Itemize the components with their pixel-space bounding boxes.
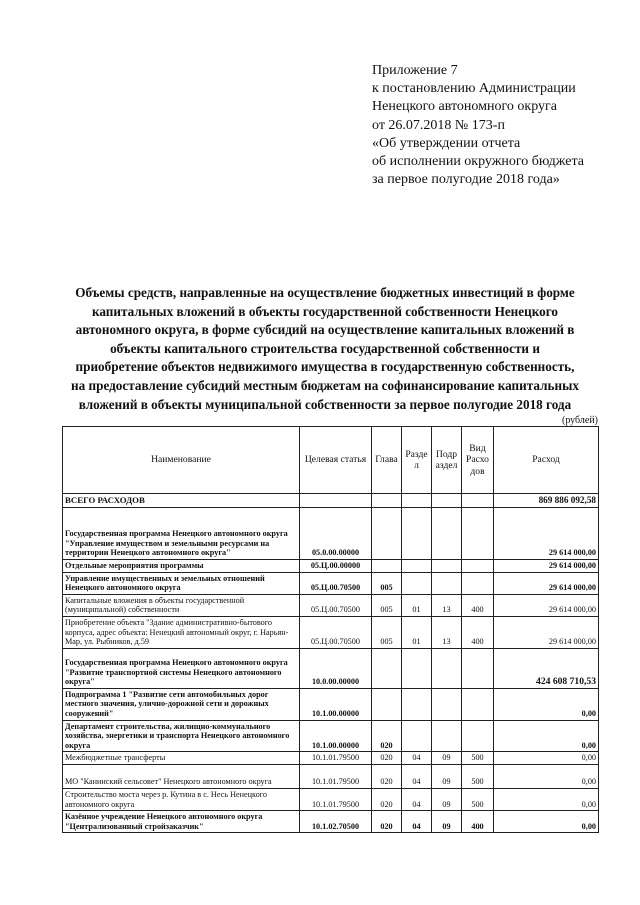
cell-amount: 0,00 — [494, 688, 599, 720]
cell-target: 05.Ц.00.70500 — [300, 572, 372, 594]
appendix-line: «Об утверждении отчета — [372, 135, 521, 151]
cell-kind: 400 — [462, 811, 494, 833]
table-row — [63, 752, 599, 765]
cell-chapter — [372, 648, 402, 688]
cell-kind: 400 — [462, 616, 494, 648]
header-target: Целевая статья — [300, 427, 372, 494]
header-name: Наименование — [63, 427, 300, 494]
cell-section: 04 — [402, 788, 432, 810]
cell-amount: 0,00 — [494, 720, 599, 752]
cell-section — [402, 494, 432, 508]
cell-section: 04 — [402, 764, 432, 788]
table-row — [63, 572, 599, 594]
cell-kind — [462, 572, 494, 594]
cell-section — [402, 648, 432, 688]
cell-target: 10.1.01.79500 — [300, 788, 372, 810]
title-line: капитальных вложений в объекты государственной собственности Ненецкого — [91, 303, 559, 319]
cell-name: Управление имущественных и земельных отношений Ненецкого автономного округа — [63, 572, 300, 594]
table-row — [63, 811, 599, 833]
cell-amount: 0,00 — [494, 752, 599, 765]
appendix-line: об исполнении окружного бюджета — [372, 154, 584, 170]
cell-chapter — [372, 508, 402, 560]
cell-chapter: 020 — [372, 764, 402, 788]
cell-section: 01 — [402, 616, 432, 648]
cell-chapter — [372, 688, 402, 720]
cell-section — [402, 508, 432, 560]
appendix-line: к постановлению Администрации — [372, 81, 576, 97]
cell-amount: 869 886 092,58 — [494, 494, 599, 508]
cell-amount: 0,00 — [494, 811, 599, 833]
cell-subsection: 09 — [432, 752, 462, 765]
cell-amount: 29 614 000,00 — [494, 594, 599, 616]
cell-chapter: 020 — [372, 788, 402, 810]
table-row — [63, 764, 599, 788]
table-row — [63, 494, 599, 508]
cell-name: МО "Канинский сельсовет" Ненецкого автономного округа — [63, 764, 300, 788]
cell-subsection — [432, 688, 462, 720]
cell-subsection: 09 — [432, 788, 462, 810]
cell-kind: 500 — [462, 788, 494, 810]
cell-amount: 0,00 — [494, 788, 599, 810]
cell-kind: 500 — [462, 764, 494, 788]
header-amount: Расход — [494, 427, 599, 494]
header-chapter: Глава — [372, 427, 402, 494]
cell-name: Государственная программа Ненецкого автономного округа "Управление имуществом и земельными ресурсами на территории Ненецкого автономного округа" — [63, 508, 300, 560]
cell-section — [402, 572, 432, 594]
cell-subsection — [432, 720, 462, 752]
cell-kind — [462, 494, 494, 508]
cell-target: 05.Ц.00.70500 — [300, 616, 372, 648]
cell-kind — [462, 508, 494, 560]
cell-target — [300, 494, 372, 508]
appendix-line: Ненецкого автономного округа — [372, 99, 557, 115]
header-section: Разде л — [402, 427, 432, 494]
appendix-line: за первое полугодие 2018 года» — [372, 172, 560, 188]
cell-amount: 424 608 710,53 — [494, 648, 599, 688]
cell-subsection: 09 — [432, 811, 462, 833]
cell-name: Капитальные вложения в объекты государственной (муниципальной) собственности — [63, 594, 300, 616]
cell-name: Приобретение объекта "Здание административно-бытового корпуса, адрес объекта: Ненецкий автономный округ, г. Нарьян-Мар, ул. Рыбников, д.59 — [63, 616, 300, 648]
cell-chapter: 005 — [372, 594, 402, 616]
appendix-line: от 26.07.2018 № 173-п — [372, 117, 505, 133]
cell-amount: 29 614 000,00 — [494, 508, 599, 560]
budget-table — [62, 426, 599, 833]
cell-section — [402, 720, 432, 752]
cell-kind — [462, 560, 494, 573]
cell-section — [402, 688, 432, 720]
cell-target: 10.1.01.79500 — [300, 764, 372, 788]
cell-chapter: 020 — [372, 811, 402, 833]
table-header-row — [63, 427, 599, 494]
cell-subsection — [432, 508, 462, 560]
header-kind: Вид Расхо дов — [462, 427, 494, 494]
title-line: вложений в объекты муниципальной собственности за первое полугодие 2018 года — [78, 396, 572, 412]
title-line: автономного округа, в форме субсидий на осуществление капитальных вложений в — [75, 322, 575, 338]
title-line: объекты капитального строительства государственной собственности и — [110, 340, 540, 356]
cell-section: 04 — [402, 811, 432, 833]
table-row — [63, 688, 599, 720]
cell-name: Департамент строительства, жилищно-коммунального хозяйства, энергетики и транспорта Ненецкого автономного округа — [63, 720, 300, 752]
cell-name: Подпрограмма 1 "Развитие сети автомобильных дорог местного значения, улично-дорожной сети и дорожных сооружений" — [63, 688, 300, 720]
cell-kind — [462, 648, 494, 688]
cell-section — [402, 560, 432, 573]
cell-target: 10.0.00.00000 — [300, 648, 372, 688]
cell-amount: 29 614 000,00 — [494, 560, 599, 573]
appendix-line: Приложение 7 — [372, 63, 458, 78]
cell-chapter: 020 — [372, 720, 402, 752]
table-row — [63, 720, 599, 752]
cell-chapter: 020 — [372, 752, 402, 765]
cell-target: 05.Ц.00.70500 — [300, 594, 372, 616]
cell-name: Отдельные мероприятия программы — [63, 560, 300, 573]
units-label: (рублей) — [561, 415, 598, 426]
cell-subsection: 13 — [432, 594, 462, 616]
cell-name: ВСЕГО РАСХОДОВ — [63, 494, 300, 508]
cell-name: Межбюджетные трансферты — [63, 752, 300, 765]
cell-subsection — [432, 494, 462, 508]
appendix-block — [372, 62, 632, 189]
table-row — [63, 616, 599, 648]
table-row — [63, 788, 599, 810]
cell-chapter — [372, 560, 402, 573]
cell-target: 10.1.00.00000 — [300, 688, 372, 720]
title-line: Объемы средств, направленные на осуществление бюджетных инвестиций в форме — [75, 285, 575, 300]
cell-kind: 500 — [462, 752, 494, 765]
title-line: на предоставление субсидий местным бюджетам на софинансирование капитальных — [71, 377, 579, 393]
cell-subsection — [432, 572, 462, 594]
header-subsection: Подр аздел — [432, 427, 462, 494]
cell-subsection: 09 — [432, 764, 462, 788]
cell-section: 04 — [402, 752, 432, 765]
cell-chapter: 005 — [372, 572, 402, 594]
cell-chapter — [372, 494, 402, 508]
cell-kind — [462, 688, 494, 720]
cell-subsection — [432, 648, 462, 688]
cell-target: 10.1.01.79500 — [300, 752, 372, 765]
table-row — [63, 508, 599, 560]
cell-target: 10.1.00.00000 — [300, 720, 372, 752]
cell-amount: 29 614 000,00 — [494, 572, 599, 594]
table-row — [63, 648, 599, 688]
cell-kind — [462, 720, 494, 752]
cell-target: 05.0.00.00000 — [300, 508, 372, 560]
cell-chapter: 005 — [372, 616, 402, 648]
cell-amount: 0,00 — [494, 764, 599, 788]
cell-name: Казённое учреждение Ненецкого автономного округа "Централизованный стройзаказчик" — [63, 811, 300, 833]
cell-section: 01 — [402, 594, 432, 616]
cell-name: Государственная программа Ненецкого автономного округа "Развитие транспортной системы Ненецкого автономного округа" — [63, 648, 300, 688]
cell-target: 05.Ц.00.00000 — [300, 560, 372, 573]
cell-target: 10.1.02.70500 — [300, 811, 372, 833]
cell-subsection — [432, 560, 462, 573]
table-row — [63, 594, 599, 616]
cell-name: Строительство моста через р. Кутина в с. Несь Ненецкого автономного округа — [63, 788, 300, 810]
cell-subsection: 13 — [432, 616, 462, 648]
cell-amount: 29 614 000,00 — [494, 616, 599, 648]
title-line: приобретение объектов недвижимого имущества в государственную собственность, — [75, 359, 575, 375]
cell-kind: 400 — [462, 594, 494, 616]
document-title — [40, 284, 610, 414]
table-row — [63, 560, 599, 573]
